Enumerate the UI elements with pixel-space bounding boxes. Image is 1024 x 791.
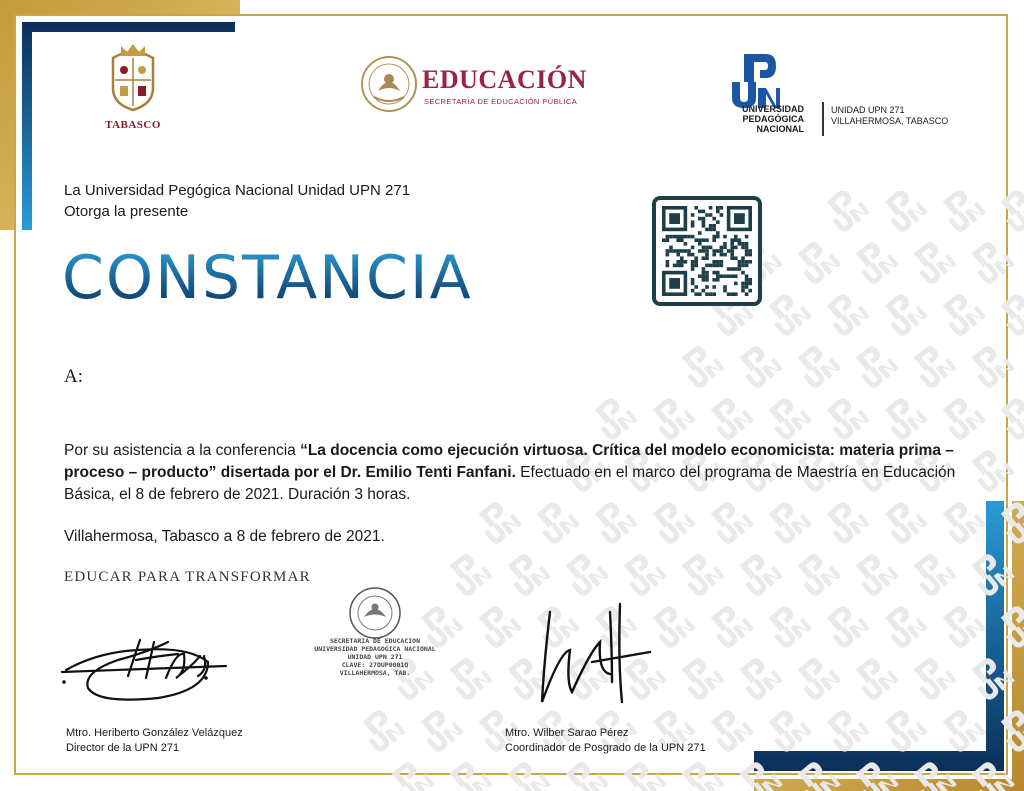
watermark-mark <box>850 757 899 791</box>
watermark-mark <box>502 757 551 791</box>
watermark-mark <box>676 757 725 791</box>
watermark-mark <box>415 705 464 754</box>
coordinator-name-block <box>505 726 706 756</box>
watermark-mark <box>850 341 899 390</box>
recipient-label: A: <box>64 366 83 387</box>
director-signature <box>58 612 228 712</box>
watermark-mark <box>966 237 1015 286</box>
watermark-mark <box>502 549 551 598</box>
watermark-mark <box>995 393 1024 442</box>
handwritten-signature-icon <box>58 612 228 707</box>
watermark-mark <box>995 289 1024 338</box>
watermark-mark <box>821 289 870 338</box>
watermark-mark <box>763 601 812 650</box>
watermark-mark <box>850 237 899 286</box>
watermark-mark <box>908 653 957 702</box>
watermark-mark <box>647 393 696 442</box>
official-stamp <box>300 585 450 695</box>
upn-name-line: NACIONAL <box>756 124 804 134</box>
motto: EDUCAR PARA TRANSFORMAR <box>64 569 311 585</box>
qr-code-icon <box>656 200 758 302</box>
watermark-mark <box>734 549 783 598</box>
tabasco-label: TABASCO <box>105 119 161 131</box>
watermark-mark <box>705 705 754 754</box>
watermark-mark <box>792 549 841 598</box>
certificate-body <box>64 440 964 506</box>
tabasco-coat-of-arms-icon <box>107 40 159 112</box>
watermark-mark <box>966 445 1015 494</box>
conference-title: “La docencia como ejecución virtuosa. Crítica del modelo economicista: materia prima – proceso – producto” disertada por el Dr. Emilio Tenti Fanfani. <box>64 442 954 481</box>
watermark-mark <box>937 289 986 338</box>
watermark-mark <box>364 705 406 754</box>
watermark-mark <box>560 757 609 791</box>
watermark-mark <box>995 705 1024 754</box>
watermark-mark <box>763 393 812 442</box>
watermark-mark <box>705 601 754 650</box>
watermark-mark <box>734 653 783 702</box>
watermark-mark <box>676 653 725 702</box>
intro-line: La Universidad Pegógica Nacional Unidad UPN 271 <box>64 182 411 199</box>
watermark-mark <box>995 497 1024 546</box>
watermark-mark <box>676 549 725 598</box>
watermark-mark <box>821 705 870 754</box>
watermark-mark <box>705 393 754 442</box>
upn-unit-line: VILLAHERMOSA, TABASCO <box>831 116 949 126</box>
watermark-mark <box>966 757 1015 791</box>
watermark-mark <box>908 549 957 598</box>
tabasco-logo <box>100 40 166 131</box>
place-date: Villahermosa, Tabasco a 8 de febrero de 2021. <box>64 528 385 545</box>
stamp-text <box>300 637 450 677</box>
watermark-mark <box>444 549 493 598</box>
watermark-mark <box>792 757 841 791</box>
watermark-mark <box>995 191 1024 234</box>
watermark-mark <box>966 549 1015 598</box>
watermark-mark <box>618 757 667 791</box>
watermark-mark <box>937 393 986 442</box>
handwritten-signature-icon <box>530 592 660 722</box>
watermark-mark <box>995 601 1024 650</box>
watermark-mark <box>821 601 870 650</box>
watermark-mark <box>386 757 435 791</box>
signer-role: Director de la UPN 271 <box>66 742 180 754</box>
watermark-mark <box>937 705 986 754</box>
watermark-mark <box>734 341 783 390</box>
body-suffix: Efectuado en el marco del programa de Maestría en Educación Básica, el 8 de febrero de 2021. Duración 3 horas. <box>64 464 956 503</box>
intro-text <box>64 180 410 222</box>
watermark-mark <box>821 393 870 442</box>
watermark-mark <box>763 289 812 338</box>
watermark-mark <box>676 341 725 390</box>
stamp-line: VILLAHERMOSA, TAB. <box>339 669 411 677</box>
stamp-line: UNIDAD UPN 271 <box>347 653 403 661</box>
sep-subtitle: SECRETARÍA DE EDUCACIÓN PÚBLICA <box>424 97 578 106</box>
upn-logo <box>728 52 968 142</box>
watermark-mark <box>908 341 957 390</box>
intro-line: Otorga la presente <box>64 203 189 220</box>
signer-name: Mtro. Wilber Sarao Pérez <box>505 727 629 739</box>
stamp-line: UNIVERSIDAD PEDAGOGICA NACIONAL <box>314 645 436 653</box>
watermark-mark <box>966 341 1015 390</box>
watermark-mark <box>850 549 899 598</box>
upn-unit <box>831 105 948 127</box>
stamp-line: CLAVE: 27DUP0001Q <box>341 661 409 669</box>
watermark-mark <box>792 237 841 286</box>
watermark-mark <box>908 757 957 791</box>
watermark-mark <box>937 191 986 234</box>
certificate-title: CONSTANCIA <box>62 243 473 313</box>
watermark-mark <box>792 341 841 390</box>
watermark-mark <box>444 757 493 791</box>
watermark-mark <box>879 191 928 234</box>
stamp-seal-icon <box>300 585 450 645</box>
watermark-mark <box>763 705 812 754</box>
upn-name-line: UNIVERSIDAD <box>741 104 804 114</box>
watermark-mark <box>589 393 638 442</box>
sep-title: EDUCACIÓN <box>422 65 587 94</box>
upn-divider <box>822 102 824 136</box>
upn-name <box>728 104 804 134</box>
watermark-mark <box>444 653 493 702</box>
stamp-line: SECRETARIA DE EDUCACION <box>329 637 420 645</box>
signer-name: Mtro. Heriberto González Velázquez <box>66 727 243 739</box>
signer-role: Coordinador de Posgrado de la UPN 271 <box>505 742 706 754</box>
watermark-mark <box>908 237 957 286</box>
upn-name-line: PEDAGÓGICA <box>742 114 804 124</box>
watermark-mark <box>879 393 928 442</box>
watermark-mark <box>792 653 841 702</box>
qr-code[interactable] <box>652 196 762 306</box>
watermark-mark <box>850 653 899 702</box>
watermark-mark <box>734 757 783 791</box>
watermark-mark <box>879 705 928 754</box>
watermark-mark <box>879 601 928 650</box>
watermark-mark <box>937 601 986 650</box>
upn-unit-line: UNIDAD UPN 271 <box>831 105 905 115</box>
sep-logo <box>360 55 620 115</box>
watermark-mark <box>473 601 522 650</box>
mexican-seal-icon <box>360 55 418 113</box>
watermark-mark <box>821 191 870 234</box>
watermark-mark <box>618 549 667 598</box>
watermark-mark <box>966 653 1015 702</box>
coordinator-signature <box>530 592 660 727</box>
watermark-mark <box>560 549 609 598</box>
watermark-mark <box>879 289 928 338</box>
upn-mark-icon <box>730 52 780 108</box>
director-name-block <box>66 726 243 756</box>
body-prefix: Por su asistencia a la conferencia <box>64 442 301 459</box>
